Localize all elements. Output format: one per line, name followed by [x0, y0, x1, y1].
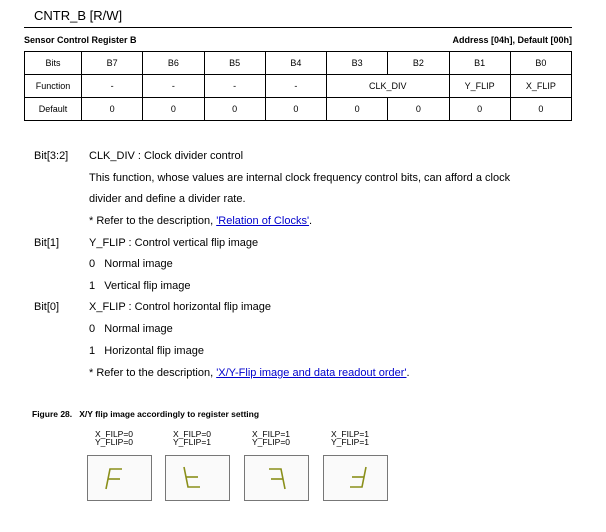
flip-glyph-icon	[245, 456, 308, 500]
reference-note	[89, 215, 312, 227]
reference-suffix: .	[406, 367, 410, 379]
table-cell: B7	[82, 52, 143, 75]
table-cell: -	[204, 75, 265, 98]
table-cell: B6	[143, 52, 204, 75]
bit-title: Y_FLIP : Control vertical flip image	[89, 237, 259, 249]
table-row-header: Default	[25, 98, 82, 121]
y-flip-label: Y_FLIP=1	[173, 437, 212, 447]
x-flip-label: X_FILP=0	[95, 429, 134, 439]
figure-caption: Figure 28. X/Y flip image accordingly to register setting	[32, 409, 260, 419]
table-cell: 0	[143, 98, 204, 121]
table-row	[25, 52, 572, 75]
figure-label	[331, 430, 369, 446]
y-flip-label: Y_FLIP=0	[252, 437, 291, 447]
option-text: 1 Horizontal flip image	[89, 345, 204, 357]
table-cell: 0	[510, 98, 571, 121]
flip-glyph-icon	[166, 456, 229, 500]
x-flip-label: X_FILP=1	[252, 429, 291, 439]
relation-of-clocks-link[interactable]: 'Relation of Clocks'	[216, 215, 310, 227]
figure-label	[252, 430, 290, 446]
figure-label	[95, 430, 133, 446]
bit-title: CLK_DIV : Clock divider control	[89, 150, 244, 162]
y-flip-label: Y_FLIP=0	[95, 437, 134, 447]
table-row	[25, 98, 572, 121]
bit-title: X_FLIP : Control horizontal flip image	[89, 301, 271, 313]
x-flip-label: X_FILP=0	[173, 429, 212, 439]
register-table	[24, 51, 572, 121]
table-cell: B3	[327, 52, 388, 75]
table-cell: Y_FLIP	[449, 75, 510, 98]
reference-suffix: .	[309, 215, 313, 227]
table-cell: B1	[449, 52, 510, 75]
x-flip-label: X_FILP=1	[331, 429, 370, 439]
table-cell: 0	[265, 98, 326, 121]
option-text: 0 Normal image	[89, 258, 173, 270]
page-title: CNTR_B [R/W]	[34, 8, 123, 23]
option-text: 1 Vertical flip image	[89, 280, 191, 292]
flip-panel-vertical	[165, 455, 230, 501]
bit-label: Bit[3:2]	[34, 150, 69, 162]
reference-prefix: * Refer to the description,	[89, 367, 217, 379]
table-row-header: Bits	[25, 52, 82, 75]
xy-flip-readout-link[interactable]: 'X/Y-Flip image and data readout order'	[216, 367, 407, 379]
y-flip-label: Y_FLIP=1	[331, 437, 370, 447]
option-text: 0 Normal image	[89, 323, 173, 335]
flip-panel-horizontal	[244, 455, 309, 501]
table-cell: X_FLIP	[510, 75, 571, 98]
table-cell: 0	[82, 98, 143, 121]
flip-panel-both	[323, 455, 388, 501]
table-cell: CLK_DIV	[327, 75, 450, 98]
table-cell: B2	[388, 52, 449, 75]
register-name: Sensor Control Register B	[24, 35, 137, 45]
table-cell: 0	[327, 98, 388, 121]
reference-note	[89, 367, 410, 379]
figure-label	[173, 430, 211, 446]
table-cell: -	[265, 75, 326, 98]
flip-glyph-icon	[88, 456, 151, 500]
table-row	[25, 75, 572, 98]
table-cell: B5	[204, 52, 265, 75]
bit-label: Bit[0]	[34, 301, 60, 313]
reference-prefix: * Refer to the description,	[89, 215, 217, 227]
register-address: Address [04h], Default [00h]	[452, 35, 572, 45]
table-row-header: Function	[25, 75, 82, 98]
bit-label: Bit[1]	[34, 237, 60, 249]
flip-panel-normal	[87, 455, 152, 501]
table-cell: B4	[265, 52, 326, 75]
table-cell: B0	[510, 52, 571, 75]
title-divider	[24, 27, 572, 28]
table-cell: 0	[449, 98, 510, 121]
table-cell: 0	[388, 98, 449, 121]
table-cell: -	[82, 75, 143, 98]
table-cell: -	[143, 75, 204, 98]
table-cell: 0	[204, 98, 265, 121]
flip-glyph-icon	[324, 456, 387, 500]
bit-text: divider and define a divider rate.	[89, 193, 246, 205]
bit-text: This function, whose values are internal clock frequency control bits, can afford a clock	[89, 172, 511, 184]
